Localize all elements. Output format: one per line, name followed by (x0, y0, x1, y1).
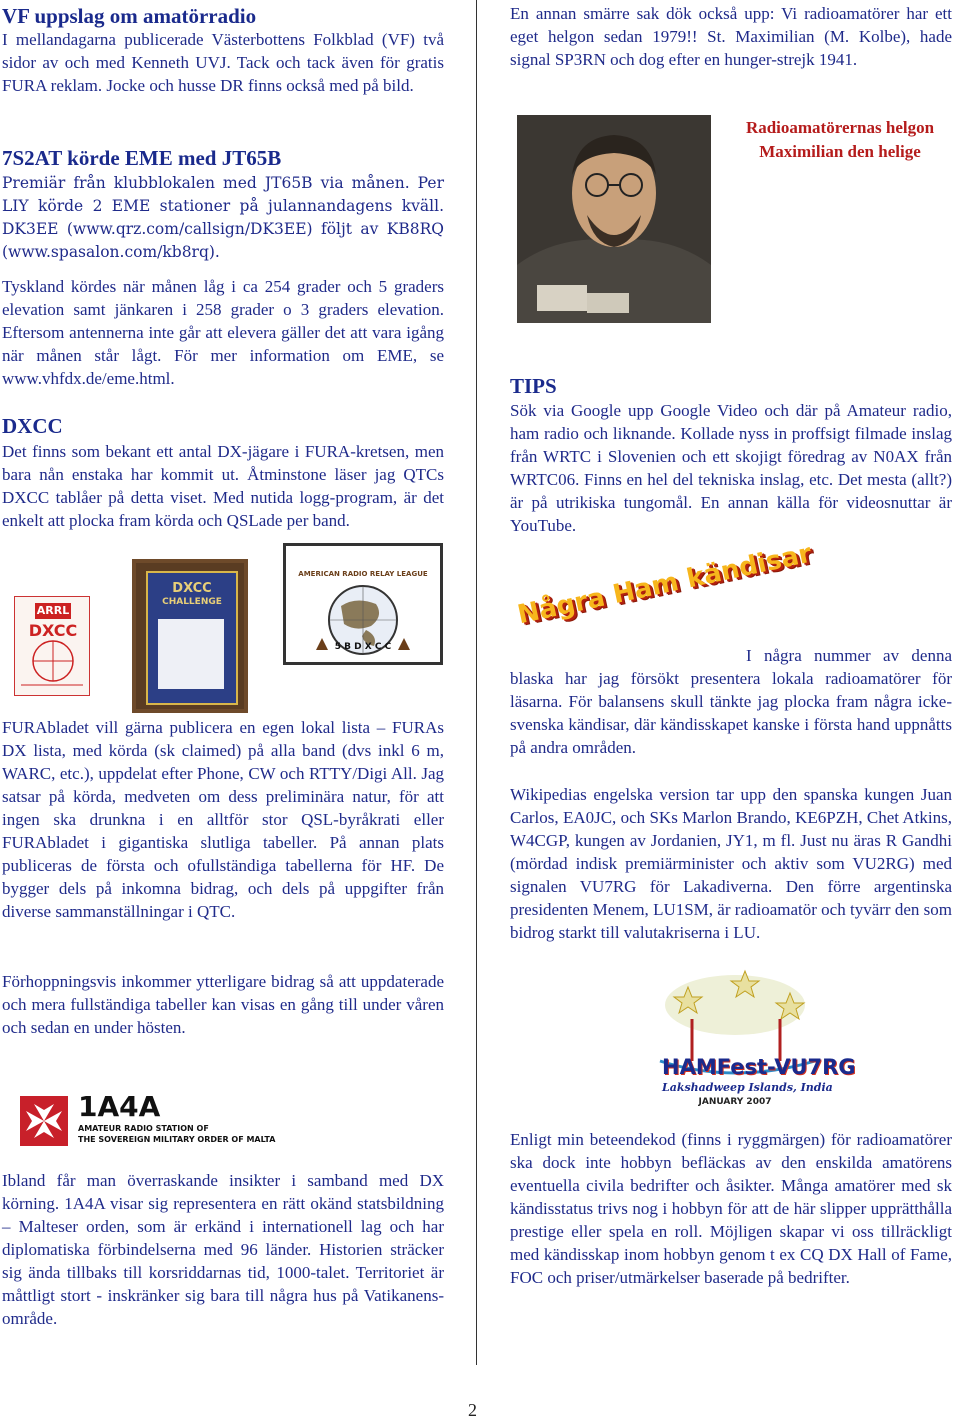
dxcc-heading: DXCC (2, 414, 63, 438)
vf-paragraph: I mellandagarna publicerade Västerbottens Folkblad (VF) två sidor av och med Kenneth UVJ. Tack och tack även för gratis FURA reklam. Jocke och husse DR finns också med på bild. (2, 30, 444, 95)
eme-paragraph-2: Tyskland kördes när månen låg i ca 254 grader och 5 graders elevation samt jänkaren i 258 grader o 3 graders elevation. Eftersom antennerna inte går att elevera gäller det att vara igång när månen står lågt. För mer information om EME, se www.vhfdx.de/eme.html. (2, 277, 444, 388)
eme-paragraph-1: Premiär från klubblokalen med JT65B via månen. Per LIY körde 2 EME stationer på julannandagens kväll. DK3EE (www.qrz.com/callsign/DK3EE) följt av KB8RQ (www.spasalon.com/kb8rq). (2, 174, 444, 261)
5bdxcc-certificate-image (283, 543, 443, 665)
dxcc-paragraph-3: Förhoppningsvis inkommer ytterligare bidrag så att uppdaterade och mera fullständiga tabeller kan visas en gång till under våren och sedan en under hösten. (2, 972, 444, 1037)
hamfest-vu7rg-logo (640, 965, 856, 1113)
malta-paragraph: Ibland får man överraskande insikter i samband med DX körning. 1A4A visar sig representera en rätt okänd statsbildning – Malteser orden, som är erkänd i internationell lag och har diplomatiska förbindelserna med 96 länder. Historien sträcker sig ända tillbaks till korsriddarnas tid, 1000-talet. Territoriet är måttligt stort - inskränker sig bara till några hus på Vatikanens-område. (2, 1171, 444, 1328)
celebrities-paragraph-3: Enligt min beteendekod (finns i ryggmärgen) för radioamatörer ska dock inte hobbyn befläckas av den enskilda amatörens eventuella civila bedrifter och åsikter. Många amatörer med sk kändisstatus trivs nog i hobbyn för att de här slipper upprätthålla prestige eller spela en roll. Möjligen skapar vi oss tillräckligt med kändisskap inom hobbyn genom t ex CQ DX Hall of Fame, FOC och priser/utmärkelser baserade på bedrifter. (510, 1130, 952, 1287)
page-number: 2 (468, 1400, 477, 1420)
celebrities-paragraph-2: Wikipedias engelska version tar upp den spanska kungen Juan Carlos, EA0JC, och SKs Marlon Brando, KE6PZH, Chet Atkins, W4CGP, kungen av Jordanien, JY1, m fl. Just nu äras R Gandhi (mördad indisk premiärminister och aktiv som VU2RG) med signalen VU7RG för Lakadiverna. Den förre argentinska presidenten Menem, LU1SM, är radioamatör och tyvärr den som bidrog starkt till valutakriserna i LU. (510, 785, 952, 942)
ham-celebrities-banner-text: Några Ham kändisar (515, 538, 815, 631)
column-divider (476, 0, 477, 1365)
vf-heading: VF uppslag om amatörradio (2, 4, 257, 28)
eme-heading: 7S2AT körde EME med JT65B (2, 146, 282, 170)
hamfest-location: Lakshadweep Islands, India (662, 1081, 833, 1094)
1a4a-callsign: 1A4A (78, 1090, 161, 1123)
ham-celebrities-banner (515, 538, 815, 653)
challenge-line-2: CHALLENGE (162, 597, 222, 607)
dxcc-challenge-plaque-image (132, 559, 248, 713)
maltese-cross-icon (20, 1096, 68, 1146)
1a4a-subtitle-1: AMATEUR RADIO STATION OF (78, 1124, 209, 1133)
arrl-dxcc-card-image (14, 596, 90, 696)
challenge-line-1: DXCC (172, 581, 212, 596)
hamfest-title: HAMFest-VU7RG (662, 1055, 856, 1079)
maximilian-kolbe-portrait (517, 115, 711, 323)
dxcc-paragraph-1: Det finns som bekant ett antal DX-jägare i FURA-kretsen, men bara nån enstaka har kommit ut. Åtminstone läser jag QTCs DXCC tablåer på detta viset. Med nutida logg-program, är det enkelt att plocka fram körda och QSLade per band. (2, 442, 444, 530)
portrait-caption-line-1: Radioamatörernas helgon (745, 118, 935, 137)
hamfest-date: JANUARY 2007 (698, 1097, 772, 1107)
arrl-label: ARRL (36, 604, 70, 617)
1a4a-subtitle-2: THE SOVEREIGN MILITARY ORDER OF MALTA (78, 1135, 276, 1144)
arrl-arc-text: AMERICAN RADIO RELAY LEAGUE (298, 570, 428, 578)
arrl-dxcc-label: DXCC (28, 621, 78, 640)
1a4a-logo (20, 1090, 280, 1150)
saint-intro-paragraph: En annan smärre sak dök också upp: Vi radioamatörer har ett eget helgon sedan 1979!! St. Maximilian (M. Kolbe), hade signal SP3RN och dog efter en hunger-strejk 1941. (510, 4, 952, 69)
5bdxcc-label: 5 B D X C C (334, 642, 392, 652)
celebrities-paragraph-1: I några nummer av denna blaska har jag försökt presentera lokala radioamatörer för läsarna. För balansens skull tänkte jag plocka fram några icke-svenska kändisar, där kändisskapet kanske i första hand uppnåtts på andra områden. (510, 646, 952, 757)
tips-heading: TIPS (510, 374, 557, 398)
dxcc-paragraph-2: FURAbladet vill gärna publicera en egen lokal lista – FURAs DX lista, med körda (sk claimed) på alla band (dvs inkl 6 m, WARC, etc.), uppdelat efter Phone, CW och RTTY/Digi All. Jag satsar på körda, medveten om dess preliminära natur, för att ingen ska drunkna i en alltför stor QSL-byråkrati eller FURAbladet i gigantiska slutliga tabeller. På annan plats publiceras de första och ofullständiga tabellerna för HF. De bygger dels på inkomna bidrag, och dels på uppgifter från diverse sammanställningar i QTC. (2, 718, 444, 921)
tips-paragraph: Sök via Google upp Google Video och där på Amateur radio, ham radio och liknande. Kollade nyss in proffsigt filmade inslag från WRTC i Slovenien och ett skojigt föredrag av N0AX från WRTC06. Finns en hel del tekniska inslag, etc. Det mesta (allt?) är på utrikiska tungomål. En annan källa för videosnuttar är YouTube. (510, 401, 952, 535)
portrait-caption-line-2: Maximilian den helige (759, 142, 921, 161)
